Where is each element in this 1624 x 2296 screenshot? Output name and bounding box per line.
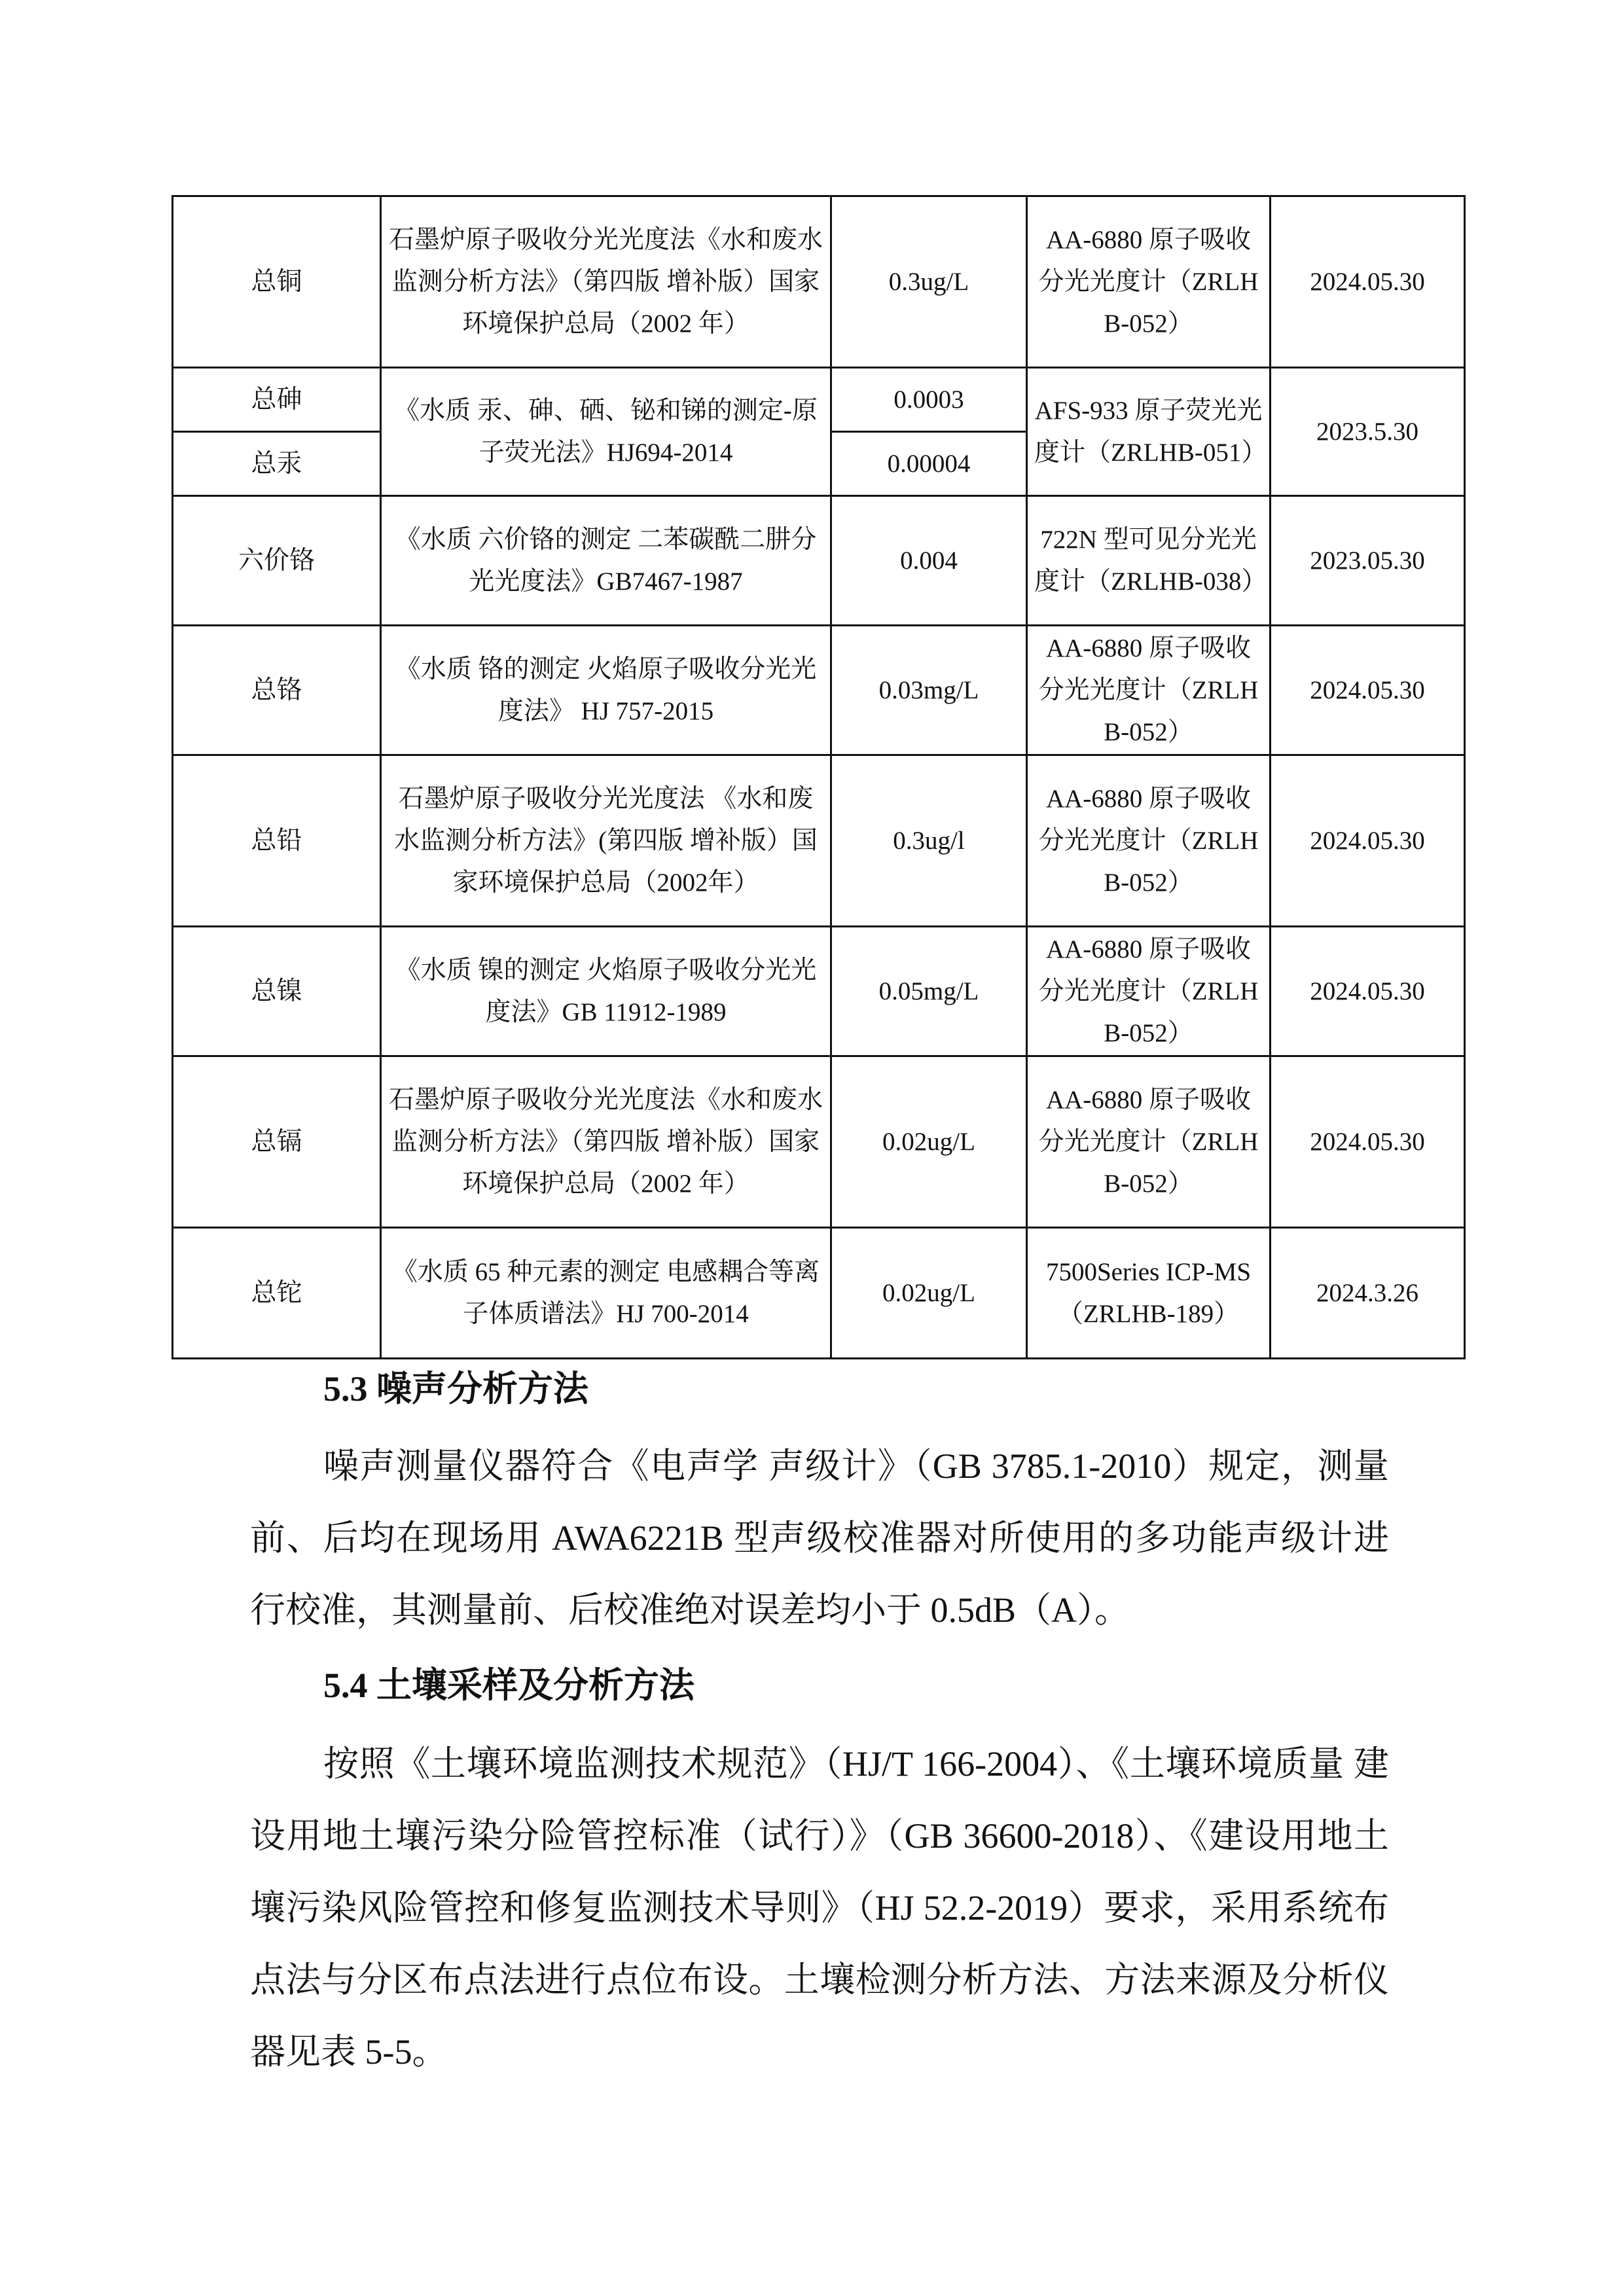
limit-cell: 0.3ug/l <box>831 755 1027 927</box>
noise-paragraph: 噪声测量仪器符合《电声学 声级计》（GB 3785.1-2010）规定，测量前、后均在现场用 AWA6221B 型声级校准器对所使用的多功能声级计进行校准，其测量前、后校准绝对误差均小于 0.5dB（A）。 <box>250 1446 1389 1630</box>
limit-cell: 0.05mg/L <box>831 927 1027 1056</box>
method-cell: 《水质 汞、砷、硒、铋和锑的测定-原子荧光法》HJ694-2014 <box>381 368 831 496</box>
method-cell: 《水质 镍的测定 火焰原子吸收分光光度法》GB 11912-1989 <box>381 927 831 1056</box>
item-cell: 总铅 <box>173 755 381 927</box>
date-cell: 2024.05.30 <box>1271 196 1465 368</box>
date-cell: 2024.05.30 <box>1271 626 1465 755</box>
method-cell: 《水质 六价铬的测定 二苯碳酰二肼分光光度法》GB7467-1987 <box>381 496 831 626</box>
table-row <box>173 626 1465 755</box>
item-cell: 六价铬 <box>173 496 381 626</box>
limit-cell: 0.3ug/L <box>831 196 1027 368</box>
limit-cell: 0.02ug/L <box>831 1228 1027 1359</box>
date-cell: 2024.05.30 <box>1271 1056 1465 1228</box>
table-row <box>173 927 1465 1056</box>
method-cell: 《水质 65 种元素的测定 电感耦合等离子体质谱法》HJ 700-2014 <box>381 1228 831 1359</box>
item-cell: 总汞 <box>173 432 381 496</box>
date-cell: 2023.5.30 <box>1271 368 1465 496</box>
limit-cell: 0.03mg/L <box>831 626 1027 755</box>
table-row <box>173 1228 1465 1359</box>
table-row <box>173 755 1465 927</box>
limit-cell: 0.004 <box>831 496 1027 626</box>
analysis-methods-table <box>171 195 1466 1359</box>
instrument-cell: 7500Series ICP-MS （ZRLHB-189） <box>1027 1228 1271 1359</box>
instrument-cell: AA-6880 原子吸收分光光度计（ZRLHB-052） <box>1027 927 1271 1056</box>
section-heading-soil: 5.4 土壤采样及分析方法 <box>323 1666 695 1705</box>
date-cell: 2023.05.30 <box>1271 496 1465 626</box>
method-cell: 石墨炉原子吸收分光光度法 《水和废水监测分析方法》(第四版 增补版）国家环境保护总局（2002年） <box>381 755 831 927</box>
section-heading-noise: 5.3 噪声分析方法 <box>323 1369 588 1408</box>
item-cell: 总砷 <box>173 368 381 432</box>
instrument-cell: AFS-933 原子荧光光度计（ZRLHB-051） <box>1027 368 1271 496</box>
soil-paragraph: 按照《土壤环境监测技术规范》（HJ/T 166-2004）、《土壤环境质量 建设用地土壤污染分险管控标准（试行）》（GB 36600-2018）、《建设用地土壤污染风险管控和修复监测技术导则》（HJ 52.2-2019）要求，采用系统布点法与分区布点法进行点位布设。土壤检测分析方法、方法来源及分析仪器见表 5-5。 <box>250 1744 1389 2072</box>
instrument-cell: AA-6880 原子吸收分光光度计（ZRLHB-052） <box>1027 1056 1271 1228</box>
table-row <box>173 368 1465 432</box>
instrument-cell: AA-6880 原子吸收分光光度计（ZRLHB-052） <box>1027 196 1271 368</box>
item-cell: 总镍 <box>173 927 381 1056</box>
item-cell: 总铊 <box>173 1228 381 1359</box>
item-cell: 总镉 <box>173 1056 381 1228</box>
date-cell: 2024.3.26 <box>1271 1228 1465 1359</box>
instrument-cell: AA-6880 原子吸收分光光度计（ZRLHB-052） <box>1027 755 1271 927</box>
limit-cell: 0.0003 <box>831 368 1027 432</box>
table-row <box>173 196 1465 368</box>
instrument-cell: 722N 型可见分光光度计（ZRLHB-038） <box>1027 496 1271 626</box>
item-cell: 总铜 <box>173 196 381 368</box>
limit-cell: 0.02ug/L <box>831 1056 1027 1228</box>
table-row <box>173 1056 1465 1228</box>
date-cell: 2024.05.30 <box>1271 927 1465 1056</box>
limit-cell: 0.00004 <box>831 432 1027 496</box>
instrument-cell: AA-6880 原子吸收分光光度计（ZRLHB-052） <box>1027 626 1271 755</box>
method-cell: 石墨炉原子吸收分光光度法《水和废水监测分析方法》（第四版 增补版）国家环境保护总局（2002 年） <box>381 1056 831 1228</box>
method-cell: 《水质 铬的测定 火焰原子吸收分光光度法》 HJ 757-2015 <box>381 626 831 755</box>
item-cell: 总铬 <box>173 626 381 755</box>
method-cell: 石墨炉原子吸收分光光度法《水和废水监测分析方法》（第四版 增补版）国家环境保护总局（2002 年） <box>381 196 831 368</box>
table-row <box>173 496 1465 626</box>
date-cell: 2024.05.30 <box>1271 755 1465 927</box>
